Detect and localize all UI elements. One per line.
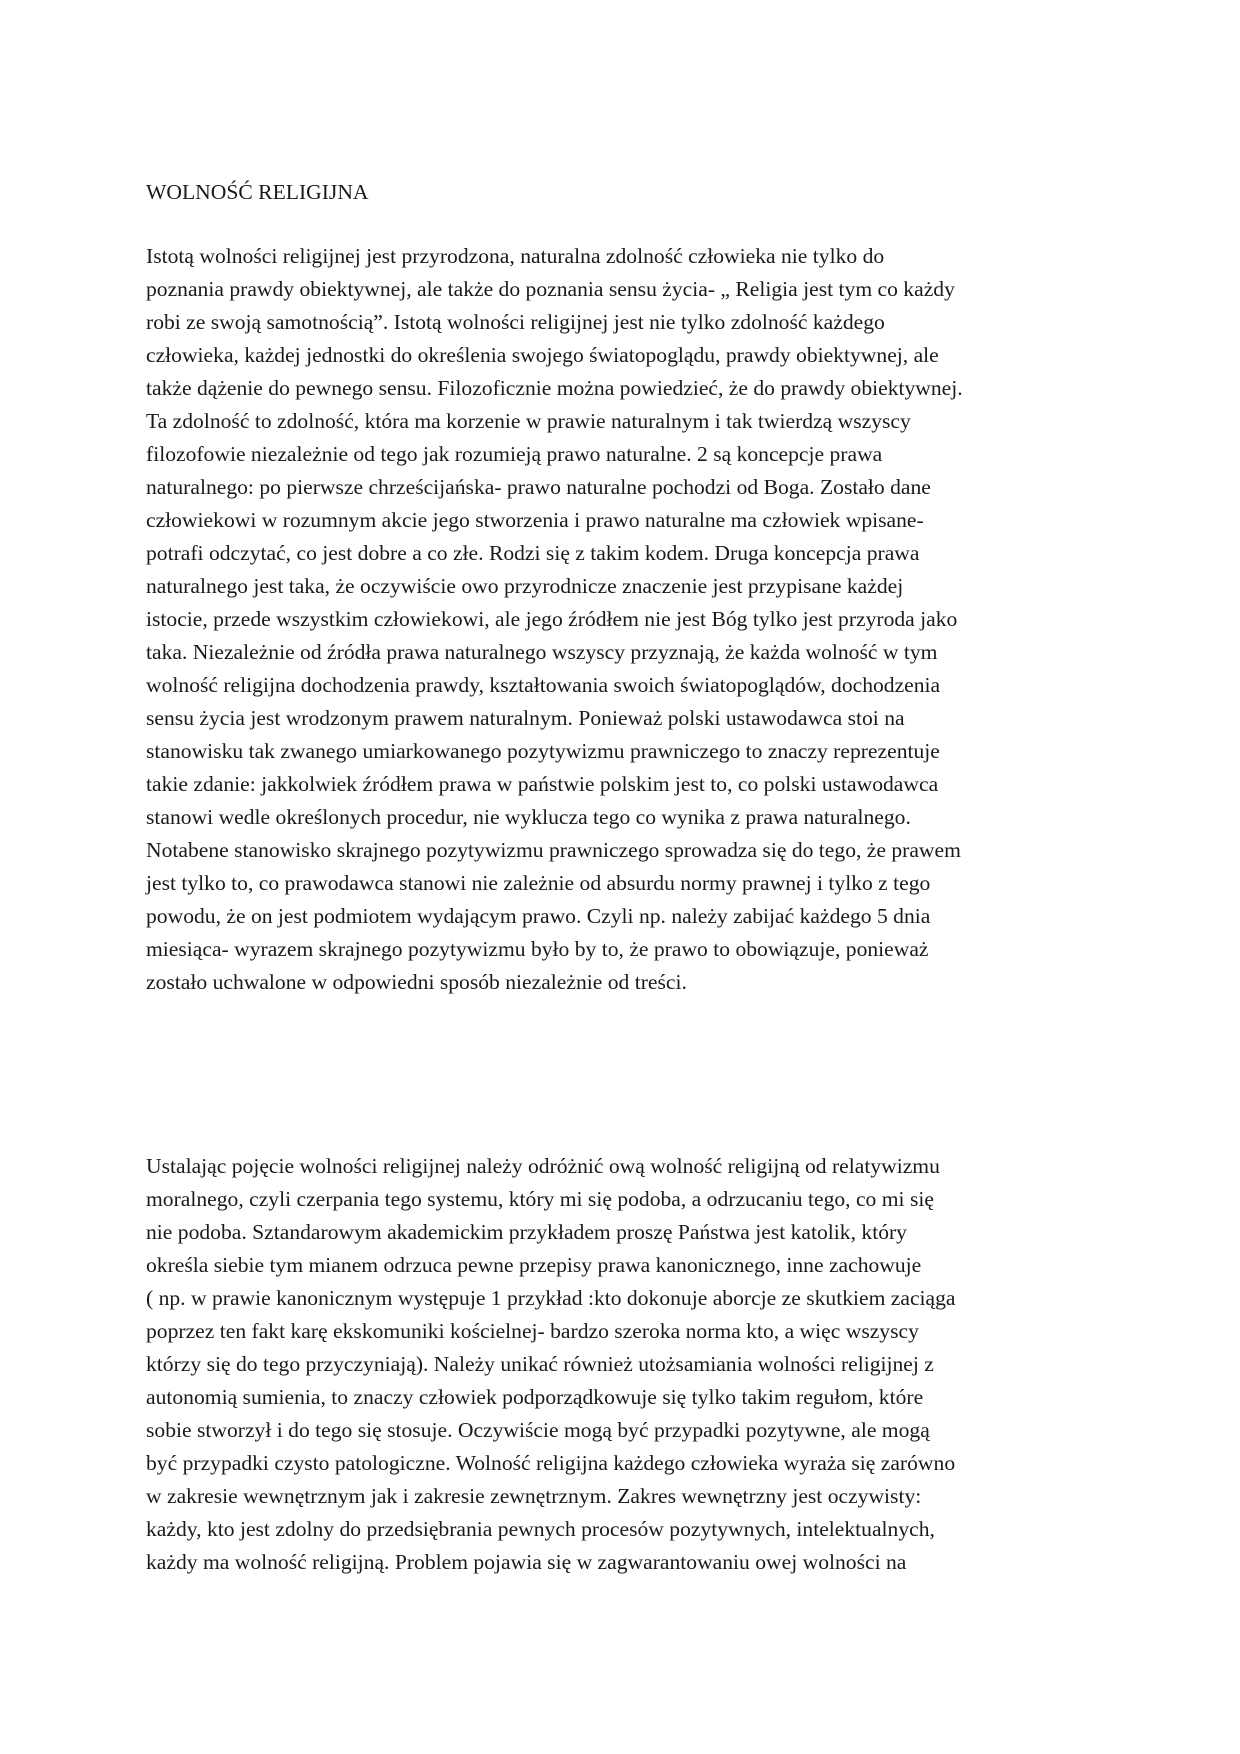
text-line: każdy ma wolność religijną. Problem pojawia się w zagwarantowaniu owej wolności na [146,1550,907,1574]
text-line: w zakresie wewnętrznym jak i zakresie zewnętrznym. Zakres wewnętrzny jest oczywisty: [146,1484,922,1508]
text-line: poznania prawdy obiektywnej, ale także do poznania sensu życia- „ Religia jest tym co każdy [146,277,955,301]
text-line: Ustalając pojęcie wolności religijnej należy odróżnić ową wolność religijną od relatywizmu [146,1154,940,1178]
text-line: sensu życia jest wrodzonym prawem naturalnym. Ponieważ polski ustawodawca stoi na [146,706,905,730]
text-line: potrafi odczytać, co jest dobre a co złe. Rodzi się z takim kodem. Druga koncepcja prawa [146,541,920,565]
text-line: stanowisku tak zwanego umiarkowanego pozytywizmu prawniczego to znaczy reprezentuje [146,739,940,763]
text-line: ( np. w prawie kanonicznym występuje 1 przykład :kto dokonuje aborcje ze skutkiem zaciąga [146,1286,956,1310]
text-line: Notabene stanowisko skrajnego pozytywizmu prawniczego sprowadza się do tego, że prawem [146,838,961,862]
text-line: wolność religijna dochodzenia prawdy, kształtowania swoich światopoglądów, dochodzenia [146,673,941,697]
text-line: którzy się do tego przyczyniają). Należy unikać również utożsamiania wolności religijnej z [146,1352,934,1376]
text-line: Istotą wolności religijnej jest przyrodzona, naturalna zdolność człowieka nie tylko do [146,244,885,268]
text-line: Ta zdolność to zdolność, która ma korzenie w prawie naturalnym i tak twierdzą wszyscy [146,409,911,433]
text-line: zostało uchwalone w odpowiedni sposób niezależnie od treści. [146,970,687,994]
text-line: nie podoba. Sztandarowym akademickim przykładem proszę Państwa jest katolik, który [146,1220,907,1244]
document-title: WOLNOŚĆ RELIGIJNA [146,180,369,204]
text-line: naturalnego jest taka, że oczywiście owo przyrodnicze znaczenie jest przypisane każdej [146,574,904,598]
text-line: sobie stworzył i do tego się stosuje. Oczywiście mogą być przypadki pozytywne, ale mogą [146,1418,930,1442]
text-line: określa siebie tym mianem odrzuca pewne przepisy prawa kanonicznego, inne zachowuje [146,1253,922,1277]
text-line: człowiekowi w rozumnym akcie jego stworzenia i prawo naturalne ma człowiek wpisane- [146,508,924,532]
text-line: naturalnego: po pierwsze chrześcijańska- prawo naturalne pochodzi od Boga. Zostało dane [146,475,931,499]
text-line: człowieka, każdej jednostki do określenia swojego światopoglądu, prawdy obiektywnej, ale [146,343,939,367]
text-line: powodu, że on jest podmiotem wydającym prawo. Czyli np. należy zabijać każdego 5 dnia [146,904,931,928]
text-line: miesiąca- wyrazem skrajnego pozytywizmu było by to, że prawo to obowiązuje, ponieważ [146,937,929,961]
text-line: istocie, przede wszystkim człowiekowi, ale jego źródłem nie jest Bóg tylko jest przyroda jako [146,607,958,631]
text-line: stanowi wedle określonych procedur, nie wyklucza tego co wynika z prawa naturalnego. [146,805,911,829]
text-line: robi ze swoją samotnością”. Istotą wolności religijnej jest nie tylko zdolność każdego [146,310,885,334]
text-line: jest tylko to, co prawodawca stanowi nie zależnie od absurdu normy prawnej i tylko z tego [146,871,931,895]
text-line: moralnego, czyli czerpania tego systemu, który mi się podoba, a odrzucaniu tego, co mi się [146,1187,934,1211]
text-line: autonomią sumienia, to znaczy człowiek podporządkowuje się tylko takim regułom, które [146,1385,924,1409]
paragraph-2 [146,1150,1106,1579]
text-line: takie zdanie: jakkolwiek źródłem prawa w państwie polskim jest to, co polski ustawodawca [146,772,939,796]
text-line: być przypadki czysto patologiczne. Wolność religijna każdego człowieka wyraża się zarówno [146,1451,956,1475]
text-line: także dążenie do pewnego sensu. Filozoficznie można powiedzieć, że do prawdy obiektywnej. [146,376,963,400]
text-line: każdy, kto jest zdolny do przedsiębrania pewnych procesów pozytywnych, intelektualnych, [146,1517,935,1541]
text-line: taka. Niezależnie od źródła prawa naturalnego wszyscy przyznają, że każda wolność w tym [146,640,938,664]
paragraph-1 [146,240,1106,999]
text-line: poprzez ten fakt karę ekskomuniki kościelnej- bardzo szeroka norma kto, a więc wszyscy [146,1319,919,1343]
text-line: filozofowie niezależnie od tego jak rozumieją prawo naturalne. 2 są koncepcje prawa [146,442,883,466]
